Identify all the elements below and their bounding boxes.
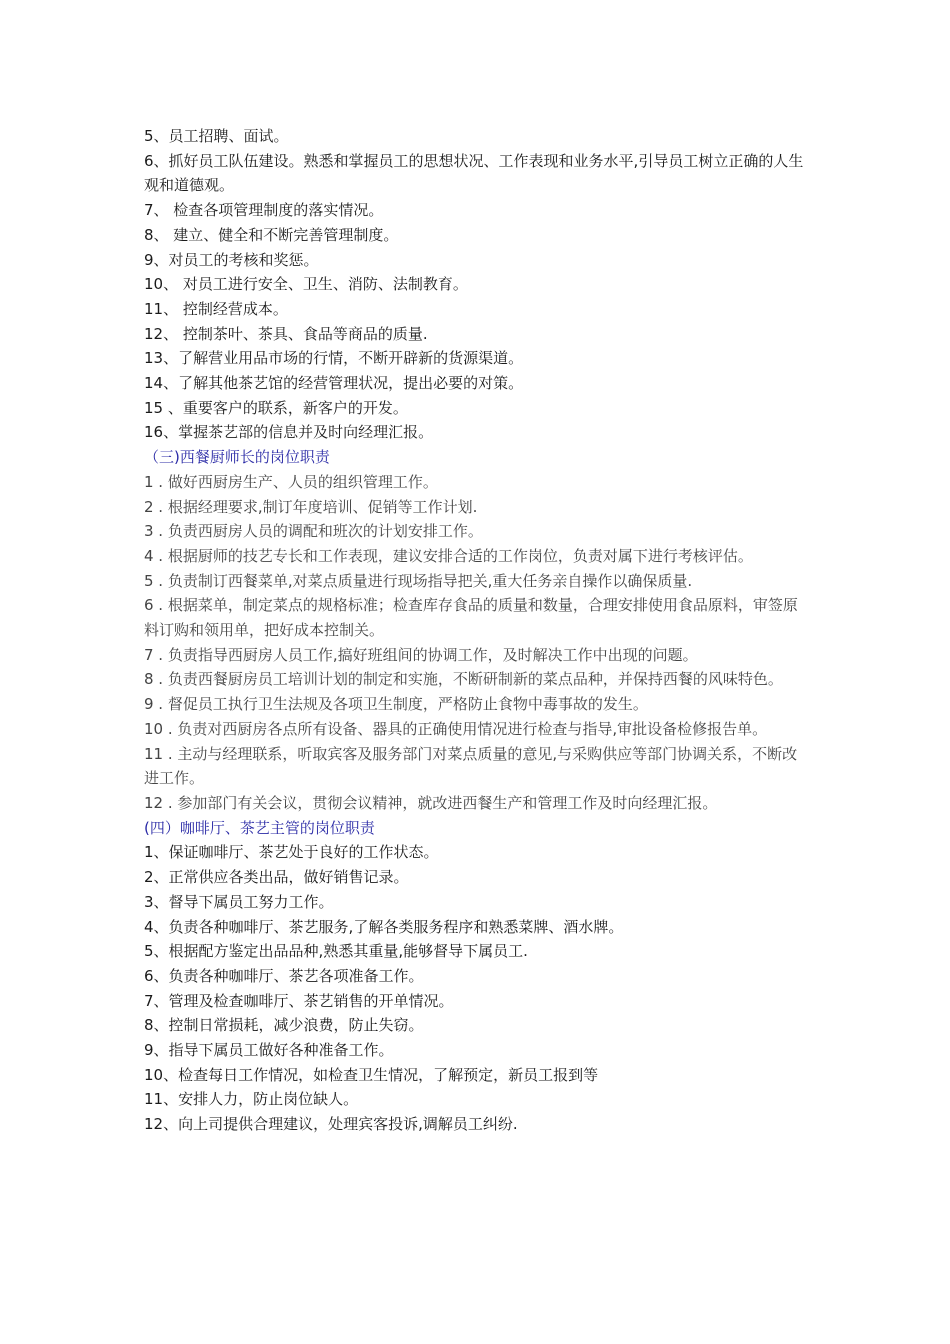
list-item: 14、了解其他茶艺馆的经营管理状况，提出必要的对策。 — [144, 374, 524, 393]
list-item: 1 . 做好西厨房生产、人员的组织管理工作。 — [144, 472, 438, 491]
list-item: 5、根据配方鉴定出品品种,熟悉其重量,能够督导下属员工. — [144, 942, 528, 961]
section-heading: (四）咖啡厅、茶艺主管的岗位职责 — [144, 818, 375, 837]
list-item: 11、安排人力，防止岗位缺人。 — [144, 1090, 359, 1109]
list-item: 6 . 根据菜单，制定菜点的规格标准；检查库存食品的质量和数量，合理安排使用食品原料，审签原料订购和领用单，把好成本控制关。 — [144, 596, 798, 640]
list-item: 7、管理及检查咖啡厅、茶艺销售的开单情况。 — [144, 991, 454, 1010]
list-item: 16、掌握茶艺部的信息并及时向经理汇报。 — [144, 423, 434, 442]
manager-duties-list — [144, 124, 804, 445]
western-chef-duties-section — [144, 445, 804, 816]
list-item: 1、保证咖啡厅、茶艺处于良好的工作状态。 — [144, 843, 439, 862]
list-item: 7 . 负责指导西厨房人员工作,搞好班组间的协调工作，及时解决工作中出现的问题。 — [144, 645, 698, 664]
list-item: 12、 控制茶叶、茶具、食品等商品的质量. — [144, 324, 428, 343]
document-page — [144, 124, 804, 1137]
list-item: 2、正常供应各类出品，做好销售记录。 — [144, 868, 409, 887]
list-item: 8、 建立、健全和不断完善管理制度。 — [144, 225, 399, 244]
list-item: 10 . 负责对西厨房各点所有设备、器具的正确使用情况进行检查与指导,审批设备检修报告单。 — [144, 719, 768, 738]
list-item: 5、员工招聘、面试。 — [144, 127, 289, 145]
list-item: 12 . 参加部门有关会议，贯彻会议精神，就改进西餐生产和管理工作及时向经理汇报。 — [144, 793, 718, 812]
list-item: 9、指导下属员工做好各种准备工作。 — [144, 1041, 394, 1060]
list-item: 10、 对员工进行安全、卫生、消防、法制教育。 — [144, 275, 468, 294]
list-item: 9 . 督促员工执行卫生法规及各项卫生制度，严格防止食物中毒事故的发生。 — [144, 695, 648, 714]
list-item: 8、控制日常损耗，减少浪费，防止失窃。 — [144, 1016, 424, 1035]
list-item: 5 . 负责制订西餐菜单,对菜点质量进行现场指导把关,重大任务亲自操作以确保质量. — [144, 571, 693, 590]
list-item: 3、督导下属员工努力工作。 — [144, 892, 334, 911]
list-item: 13、了解营业用品市场的行情，不断开辟新的货源渠道。 — [144, 349, 524, 368]
list-item: 12、向上司提供合理建议，处理宾客投诉,调解员工纠纷. — [144, 1115, 518, 1134]
section-heading: （三)西餐厨师长的岗位职责 — [144, 448, 330, 467]
list-item: 10、检查每日工作情况，如检查卫生情况，了解预定，新员工报到等 — [144, 1065, 599, 1084]
list-item: 11 . 主动与经理联系，听取宾客及服务部门对菜点质量的意见,与采购供应等部门协调关系，不断改进工作。 — [144, 744, 798, 788]
cafe-tea-supervisor-duties-section — [144, 816, 804, 1137]
list-item: 6、负责各种咖啡厅、茶艺各项准备工作。 — [144, 966, 424, 985]
list-item: 4、负责各种咖啡厅、茶艺服务,了解各类服务程序和熟悉菜牌、酒水牌。 — [144, 917, 624, 936]
list-item: 2 . 根据经理要求,制订年度培训、促销等工作计划. — [144, 497, 478, 516]
list-item: 11、 控制经营成本。 — [144, 299, 288, 318]
list-item: 6、抓好员工队伍建设。熟悉和掌握员工的思想状况、工作表现和业务水平,引导员工树立正确的人生观和道德观。 — [144, 151, 804, 195]
list-item: 3 . 负责西厨房人员的调配和班次的计划安排工作。 — [144, 522, 483, 541]
list-item: 7、 检查各项管理制度的落实情况。 — [144, 201, 384, 220]
list-item: 15 、重要客户的联系，新客户的开发。 — [144, 398, 408, 417]
list-item: 4 . 根据厨师的技艺专长和工作表现，建议安排合适的工作岗位，负责对属下进行考核评估。 — [144, 546, 753, 565]
list-item: 9、对员工的考核和奖惩。 — [144, 250, 319, 269]
list-item: 8 . 负责西餐厨房员工培训计划的制定和实施，不断研制新的菜点品种，并保持西餐的风味特色。 — [144, 670, 783, 689]
